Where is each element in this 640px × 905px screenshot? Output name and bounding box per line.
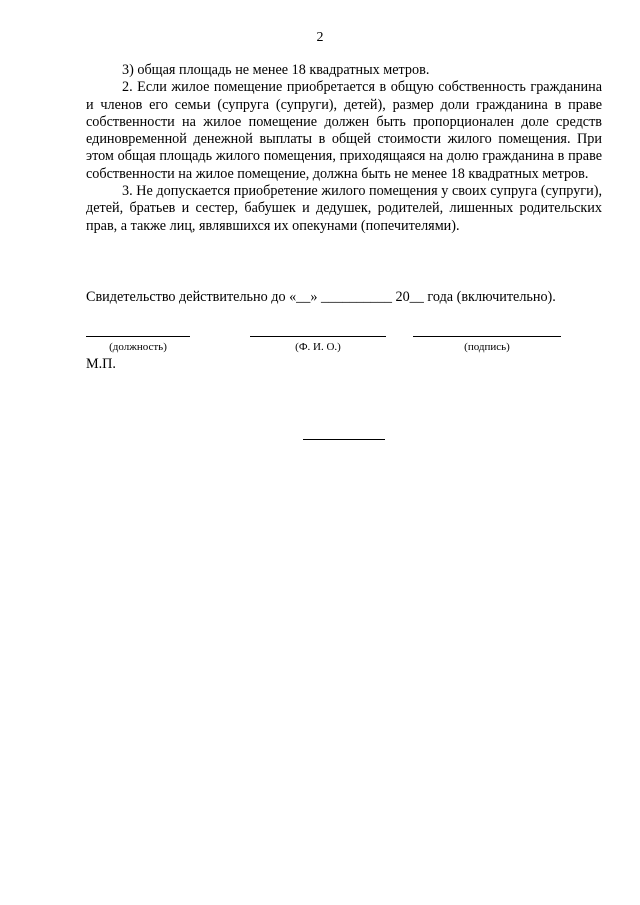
name-signature-line <box>250 336 386 337</box>
position-signature-line <box>86 336 190 337</box>
document-body <box>86 62 602 235</box>
stamp-place: М.П. <box>86 356 116 372</box>
paragraph-shared-ownership: 2. Если жилое помещение приобретается в общую собственность гражданина и членов его семьи (супруга (супруги), детей), размер доли гражданина в праве собственности на жилое помещение должен быть пропорционален доле средств единовременной денежной выплаты в общей стоимости жилого помещения. При этом общая площадь жилого помещения, приходящаяся на долю гражданина в праве собственности на жилое помещение, должна быть не менее 18 квадратных метров. <box>86 79 602 182</box>
signature-line <box>413 336 561 337</box>
position-caption: (должность) <box>109 341 167 353</box>
validity-line: Свидетельство действительно до «__» __________ 20__ года (включительно). <box>86 289 556 305</box>
paragraph-purchase-restriction: 3. Не допускается приобретение жилого помещения у своих супруга (супруги), детей, братьев и сестер, бабушек и дедушек, родителей, лишенных родительских прав, а также лиц, являвшихся их опекунами (попечителями). <box>86 183 602 234</box>
name-caption: (Ф. И. О.) <box>295 341 341 353</box>
signature-caption: (подпись) <box>464 341 510 353</box>
end-divider <box>303 439 385 440</box>
paragraph-area-clause: 3) общая площадь не менее 18 квадратных метров. <box>122 62 430 78</box>
page-number: 2 <box>316 30 324 45</box>
